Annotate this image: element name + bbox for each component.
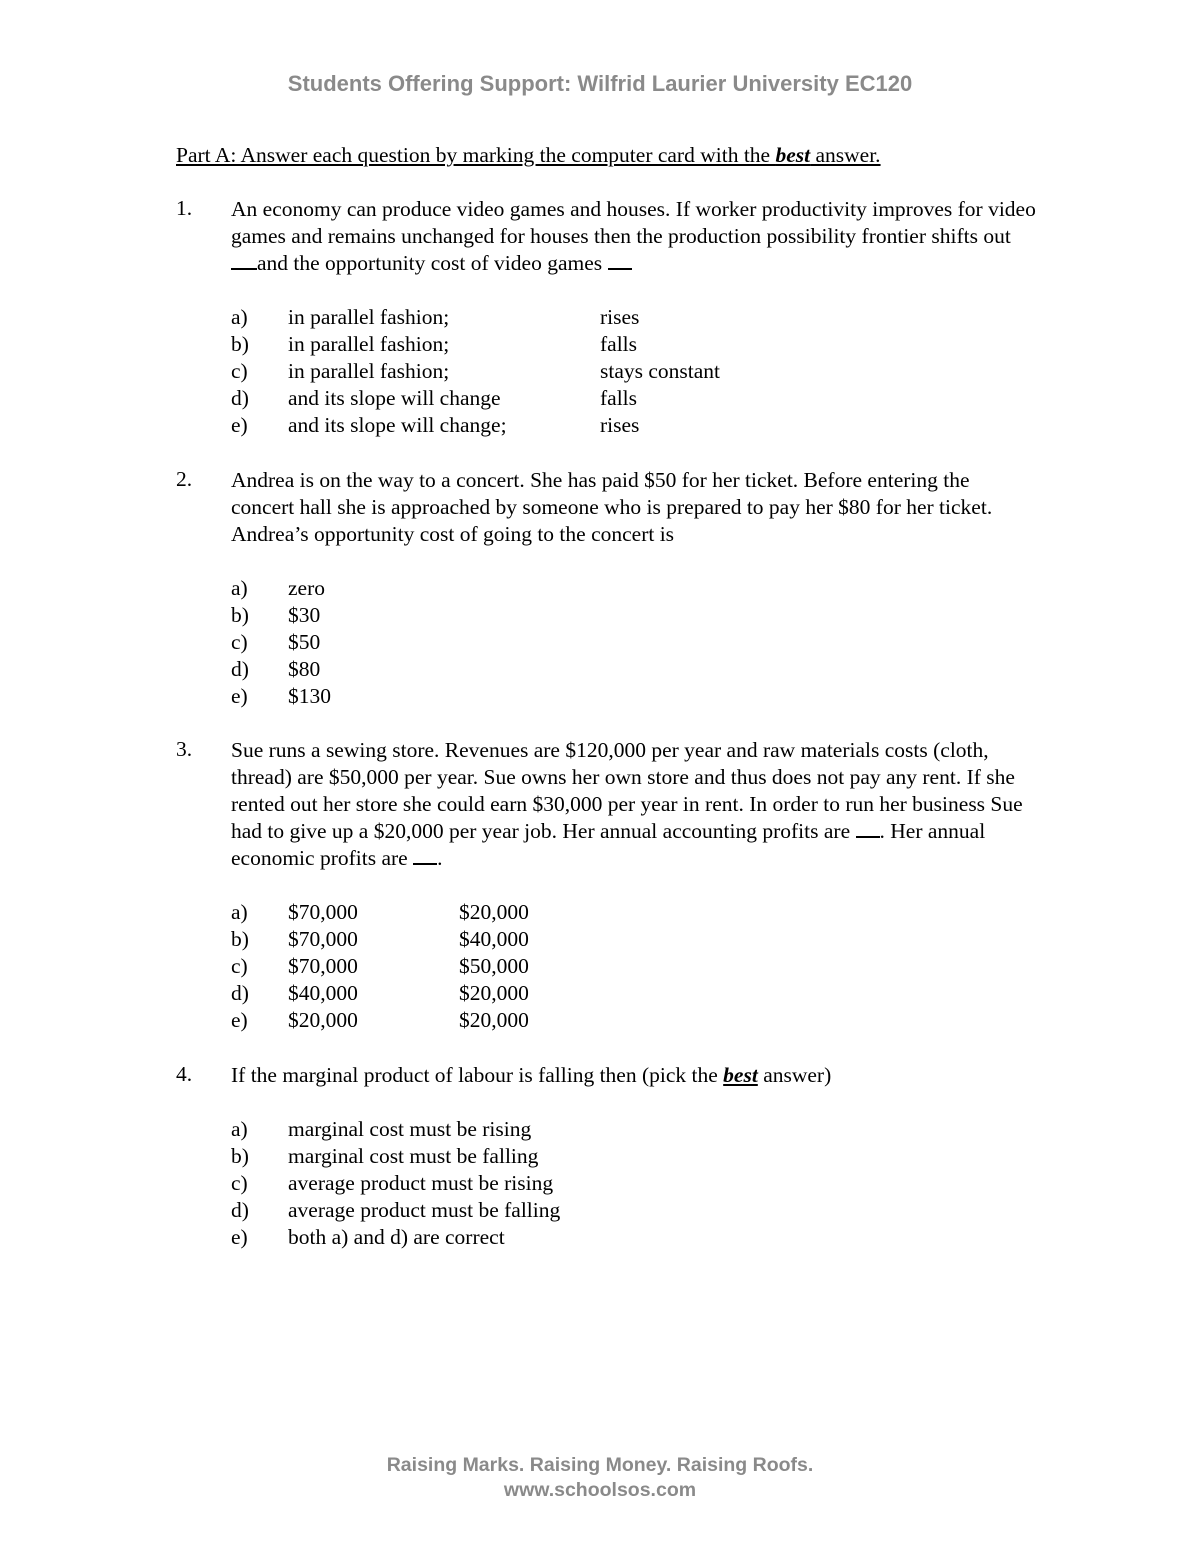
question-4 <box>176 1062 1036 1251</box>
options-list <box>231 899 1036 1034</box>
question-1 <box>176 196 1036 439</box>
answer-blank <box>856 818 880 838</box>
option-c: c) $50 <box>231 630 321 654</box>
option-b: b) $70,000 $40,000 <box>231 927 529 951</box>
option-e: e) both a) and d) are correct <box>231 1225 505 1249</box>
question-number: 2. <box>176 467 193 491</box>
instructions-text: Part A: Answer each question by marking the computer card with the <box>176 143 776 167</box>
option-d: d) $80 <box>231 657 321 681</box>
instructions-text-end: answer. <box>810 143 881 167</box>
option-a: a) $70,000 $20,000 <box>231 900 529 924</box>
emphasis-best: best <box>723 1063 758 1087</box>
answer-blank <box>231 250 257 270</box>
option-e: e) and its slope will change; rises <box>231 413 640 437</box>
option-c: c) $70,000 $50,000 <box>231 954 529 978</box>
option-a: a) zero <box>231 576 325 600</box>
question-2 <box>176 467 1036 710</box>
footer-tagline: Raising Marks. Raising Money. Raising Roofs. <box>386 1454 814 1476</box>
option-e: e) $20,000 $20,000 <box>231 1008 529 1032</box>
question-number: 4. <box>176 1062 193 1086</box>
option-e: e) $130 <box>231 684 331 708</box>
question-text: Sue runs a sewing store. Revenues are $120,000 per year and raw materials costs (cloth, thread) are $50,000 per year. Sue owns her own store and thus does not pay any rent. If she rented out her store she could earn $30,000 per year in rent. In order to run her business Sue had to give up a $20,000 per year job. Her annual accounting profits are . Her annual economic profits are . <box>231 738 1023 870</box>
option-a: a) in parallel fashion; rises <box>231 305 640 329</box>
option-a: a) marginal cost must be rising <box>231 1117 532 1141</box>
option-d: d) and its slope will change falls <box>231 386 638 410</box>
option-b: b) in parallel fashion; falls <box>231 332 638 356</box>
page-header: Students Offering Support: Wilfrid Laurier University EC120 <box>287 71 913 96</box>
question-text: An economy can produce video games and houses. If worker productivity improves for video games and remains unchanged for houses then the production possibility frontier shifts outand the opportunity cost of video games <box>231 197 1036 275</box>
option-c: c) average product must be rising <box>231 1171 554 1195</box>
options-list <box>231 575 1036 710</box>
option-d: d) $40,000 $20,000 <box>231 981 529 1005</box>
question-number: 1. <box>176 196 193 220</box>
options-list <box>231 1116 1036 1251</box>
footer-url[interactable]: www.schoolsos.com <box>503 1479 697 1501</box>
question-3 <box>176 737 1036 1034</box>
answer-blank <box>608 250 632 270</box>
instructions <box>176 143 881 168</box>
option-b: b) $30 <box>231 603 321 627</box>
options-list <box>231 304 1036 439</box>
page-footer <box>0 1453 1200 1503</box>
answer-blank <box>413 845 437 865</box>
option-b: b) marginal cost must be falling <box>231 1144 539 1168</box>
option-d: d) average product must be falling <box>231 1198 561 1222</box>
question-text: Andrea is on the way to a concert. She has paid $50 for her ticket. Before entering the concert hall she is approached by someone who is prepared to pay her $80 for her ticket. Andrea’s opportunity cost of going to the concert is <box>231 468 993 546</box>
question-text: If the marginal product of labour is falling then (pick the best answer) <box>231 1063 832 1087</box>
option-c: c) in parallel fashion; stays constant <box>231 359 721 383</box>
question-number: 3. <box>176 737 193 761</box>
instructions-emphasis: best <box>775 143 811 167</box>
